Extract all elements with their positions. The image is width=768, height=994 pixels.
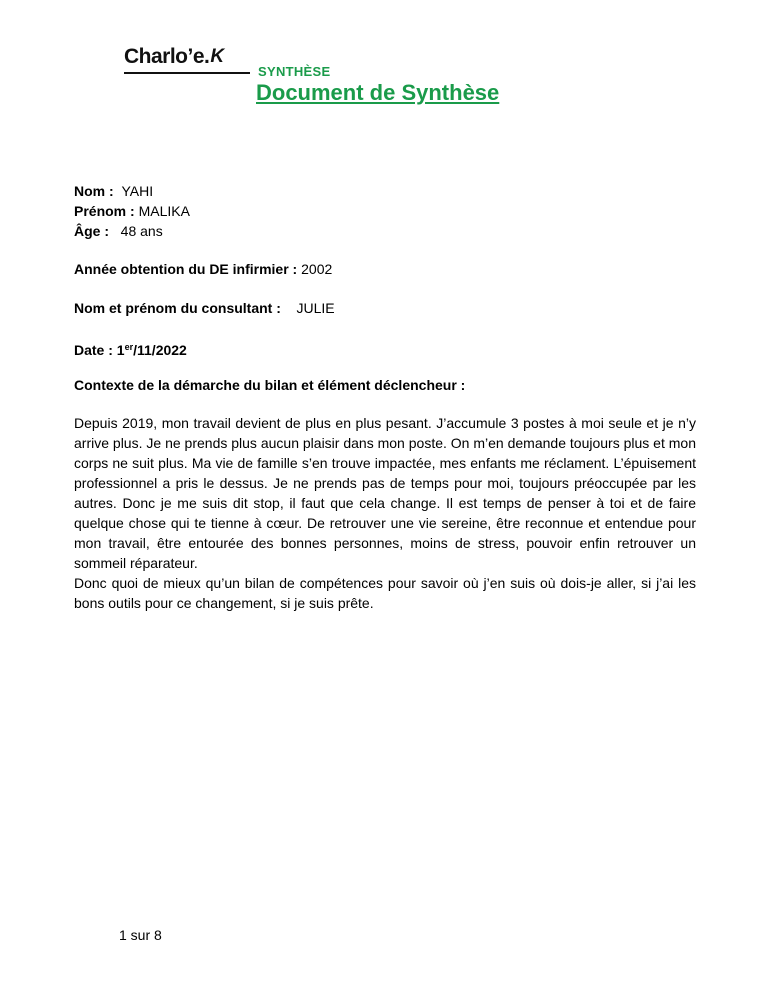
brand-logo-main: Charlo’e. xyxy=(124,45,210,68)
header-tag: SYNTHÈSE xyxy=(258,64,331,79)
field-age-value: 48 ans xyxy=(120,223,163,239)
field-consultant-value: JULIE xyxy=(296,300,335,316)
field-date-label: Date : xyxy=(74,342,113,358)
section-heading-contexte-text: Contexte de la démarche du bilan et élément déclencheur : xyxy=(74,377,466,393)
field-annee-de-value: 2002 xyxy=(301,261,333,277)
field-date xyxy=(74,337,187,360)
field-consultant-label: Nom et prénom du consultant : xyxy=(74,300,281,316)
page-number: 1 sur 8 xyxy=(119,927,162,943)
field-prenom xyxy=(74,201,190,221)
contexte-paragraph-1: Depuis 2019, mon travail devient de plus en plus pesant. J’accumule 3 postes à moi seule et je n’y arrive plus. Je ne prends plus aucun plaisir dans mon poste. On m’en demande toujours plus et mon corps ne suit plus. Ma vie de famille s’en trouve impactée, mes enfants me réclament. L’épuisement professionnel a pris le dessus. Je ne prends pas de temps pour moi, toujours préoccupée par les autres. Donc je me suis dit stop, il faut que cela change. Il est temps de penser à toi et de faire quelque chose qui te tienne à cœur. De retrouver une vie sereine, être reconnue et entendue pour mon travail, être entourée des bonnes personnes, moins de stress, pouvoir enfin retrouver un sommeil réparateur. xyxy=(74,415,696,571)
field-nom-label: Nom : xyxy=(74,183,114,199)
field-date-rest: /11/2022 xyxy=(133,342,187,358)
field-nom xyxy=(74,181,153,201)
field-date-day-sup: er xyxy=(124,342,134,352)
contexte-paragraph-2: Donc quoi de mieux qu’un bilan de compétences pour savoir où j’en suis où dois-je aller, si j’ai les bons outils pour ce changement, si je suis prête. xyxy=(74,575,696,611)
section-heading-contexte xyxy=(74,375,465,395)
field-date-day: 1 xyxy=(116,342,125,358)
page-title: Document de Synthèse xyxy=(256,80,500,105)
field-prenom-value: MALIKA xyxy=(138,203,190,219)
field-prenom-label: Prénom : xyxy=(74,203,135,219)
field-age xyxy=(74,221,163,241)
field-nom-value: YAHI xyxy=(121,183,154,199)
field-annee-de-label: Année obtention du DE infirmier : xyxy=(74,261,298,277)
field-age-label: Âge : xyxy=(74,223,109,239)
field-annee-de xyxy=(74,259,332,279)
brand-logo xyxy=(124,42,224,72)
field-consultant xyxy=(74,298,335,318)
brand-logo-suffix: K xyxy=(210,46,224,67)
contexte-body xyxy=(74,413,696,613)
brand-logo-underline xyxy=(124,72,250,74)
